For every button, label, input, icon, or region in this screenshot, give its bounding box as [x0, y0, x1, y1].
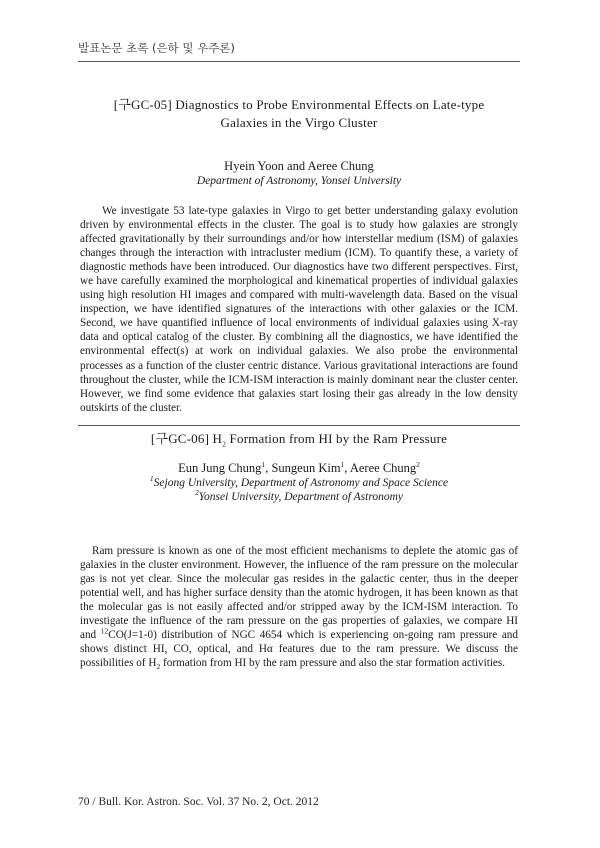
article-affiliation: Department of Astronomy, Yonsei University: [196, 175, 402, 187]
article-authors: Hyein Yoon and Aeree Chung: [224, 159, 374, 173]
article-title: [78, 96, 520, 132]
article-title-line1: [구GC-05] Diagnostics to Probe Environmental Effects on Late-type: [113, 97, 485, 112]
affiliation-2-text: Yonsei University, Department of Astronomy: [198, 491, 404, 503]
article-abstract: We investigate 53 late-type galaxies in Virgo to get better understanding galaxy evolution driven by environmental effects in the cluster. The goal is to study how galaxies are strongly affected gravitationally by their surroundings and/or how interstellar medium (ISM) of galaxies changes through the interaction with intracluster medium (ICM). To quantify these, a variety of diagnostic methods have been introduced. Our diagnostics have two different perspectives. First, we have carefully examined the morphological and kinematical properties of individual galaxies using high resolution HI images and compared with multi-wavelength data. Based on the visual inspection, we have identified signatures of the interactions with other galaxies or the ICM. Second, we have quantified influence of local environments of individual galaxies using X-ray data and optical catalog of the cluster. By combining all the diagnostics, we have identified the environmental effect(s) at work on individual galaxies. We also probe the environmental processes as a function of the cluster centric distance. Various gravitational interactions are found throughout the cluster, while the ICM-ISM interaction is mainly dominant near the cluster center. However, we find some evidence that galaxies start losing their gas already in the low density outskirts of the cluster.: [80, 205, 518, 414]
article-authors: [78, 460, 520, 476]
affiliation-1: [78, 476, 520, 490]
page-footer: 70 / Bull. Kor. Astron. Soc. Vol. 37 No. 2, Oct. 2012: [78, 796, 319, 808]
abstract-isotope-mark: 12: [100, 626, 109, 636]
affiliation-2-mark: 2: [194, 488, 199, 498]
author-2-affil-mark: 1: [340, 459, 345, 469]
author-1-affil-mark: 1: [261, 459, 266, 469]
title-suffix: Formation from HI by the Ram Pressure: [226, 431, 448, 446]
abstract-text-3: formation from HI by the ram pressure and also the star formation activities.: [160, 657, 506, 670]
author-1: Eun Jung Chung: [178, 461, 262, 475]
article-abstract: [78, 544, 520, 670]
abstract-article-gc05: [78, 96, 520, 415]
affiliation-2: [78, 490, 520, 504]
author-2: , Sungeun Kim: [265, 461, 341, 475]
affiliation-1-text: Sejong University, Department of Astronomy and Space Science: [153, 477, 449, 489]
article-title: [78, 430, 520, 448]
abstract-text-1: Ram pressure is known as one of the most efficient mechanisms to deplete the atomic gas of galaxies in the cluster environment. However, the influence of the ram pressure on the molecular gas is not yet clear. Since the molecular gas resides in the galactic center, thus in the deeper potential well, and has higher surface density than the atomic hydrogen, it has been known as that the molecular gas is not easily affected and/or stripped away by the ICM-ISM interaction. To investigate the influence of the ram pressure on the gas properties of galaxies, we compare HI and: [80, 545, 518, 642]
affiliation-1-mark: 1: [149, 474, 154, 484]
abstract-subscript: 2: [156, 662, 161, 672]
running-header: 발표논문 초록 (은하 및 우주론): [78, 40, 520, 62]
abstract-text-2: CO(J=1-0) distribution of NGC 4654 which is experiencing on-going ram pressure and shows distinct HI, CO, optical, and Hα features due to the ram pressure. We discuss the possibilities of H: [80, 629, 518, 670]
author-3: , Aeree Chung: [344, 461, 417, 475]
article-title-line2: Galaxies in the Virgo Cluster: [220, 115, 378, 130]
title-subscript: 2: [222, 439, 227, 449]
author-3-affil-mark: 2: [416, 459, 420, 469]
abstract-article-gc06: [78, 425, 520, 670]
title-prefix: [구GC-06] H: [150, 431, 223, 446]
